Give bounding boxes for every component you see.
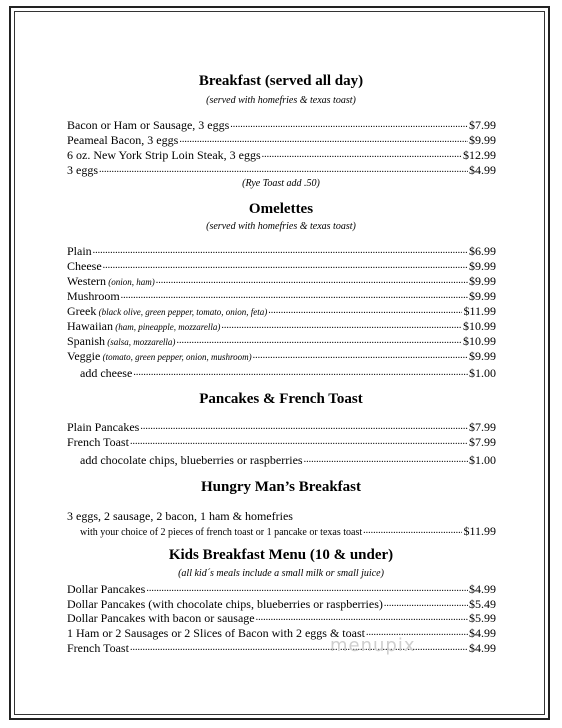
item-name: 1 Ham or 2 Sausages or 2 Slices of Bacon with 2 eggs & toast (67, 626, 365, 640)
item-name: French Toast (67, 435, 129, 449)
menu-item (80, 453, 496, 467)
item-price: $12.99 (463, 148, 496, 162)
item-price: $9.99 (469, 349, 496, 363)
dot-leader (121, 290, 468, 300)
item-price: $9.99 (469, 133, 496, 147)
item-price: $11.99 (463, 524, 496, 538)
pancakes-title: Pancakes & French Toast (199, 391, 363, 407)
item-name: Plain (67, 244, 92, 258)
menu-item (67, 597, 496, 611)
menu-item (67, 148, 496, 162)
menu-item (67, 274, 496, 289)
item-price: $5.99 (469, 611, 496, 625)
menu-item (67, 118, 496, 132)
item-price: $1.00 (469, 453, 496, 467)
breakfast-title: Breakfast (served all day) (198, 73, 364, 89)
item-name: French Toast (67, 641, 129, 655)
dot-leader (93, 245, 468, 255)
dot-leader (230, 119, 468, 129)
dot-leader (304, 454, 468, 464)
dot-leader (130, 436, 468, 446)
item-price: $10.99 (463, 334, 496, 348)
item-name: 6 oz. New York Strip Loin Steak, 3 eggs (67, 148, 261, 162)
hungry-man-description: 3 eggs, 2 sausage, 2 bacon, 1 ham & homefries (67, 509, 293, 523)
item-price: $9.99 (469, 259, 496, 273)
item-price: $7.99 (469, 420, 496, 434)
menu-item (67, 163, 496, 177)
menu-item (67, 420, 496, 434)
menu-item (67, 611, 496, 625)
dot-leader (156, 275, 468, 285)
menu-item (67, 319, 496, 334)
item-price: $5.49 (469, 597, 496, 611)
item-name: 3 eggs (67, 163, 98, 177)
menu-item (67, 435, 496, 449)
item-price: $4.99 (469, 626, 496, 640)
menu-item (67, 133, 496, 147)
omelettes-title: Omelettes (248, 201, 314, 217)
omelettes-note: (served with homefries & texas toast) (206, 221, 356, 232)
item-name: add cheese (80, 366, 133, 380)
menu-item (67, 349, 496, 364)
menu-item (67, 582, 496, 596)
dot-leader (221, 320, 462, 330)
item-name: Dollar Pancakes (67, 582, 146, 596)
menu-item (67, 304, 496, 319)
menu-item (67, 244, 496, 259)
item-name: Peameal Bacon, 3 eggs (67, 133, 179, 147)
item-price: $11.99 (463, 304, 496, 318)
dot-leader (176, 335, 462, 345)
item-name: Veggie (tomato, green pepper, onion, mushroom) (67, 349, 252, 363)
item-name: Spanish (salsa, mozzarella) (67, 334, 176, 348)
item-name: Dollar Pancakes (with chocolate chips, blueberries or raspberries) (67, 597, 383, 611)
item-name: Mushroom (67, 289, 120, 303)
item-name: Bacon or Ham or Sausage, 3 eggs (67, 118, 230, 132)
dot-leader (384, 598, 468, 608)
watermark: menupix (330, 635, 416, 656)
menu-item (67, 259, 496, 274)
dot-leader (146, 583, 468, 593)
item-name: Greek (black olive, green pepper, tomato, onion, feta) (67, 304, 268, 318)
item-price: $4.99 (469, 641, 496, 655)
kids-note: (all kid´s meals include a small milk or small juice) (178, 568, 384, 579)
item-price: $6.99 (469, 244, 496, 258)
dot-leader (133, 367, 468, 377)
kids-title: Kids Breakfast Menu (10 & under) (168, 547, 394, 563)
item-name: Hawaiian (ham, pineapple, mozzarella) (67, 319, 221, 333)
menu-item (67, 626, 496, 640)
dot-leader (253, 350, 468, 360)
item-price: $1.00 (469, 366, 496, 380)
item-price: $9.99 (469, 274, 496, 288)
item-price: $7.99 (469, 435, 496, 449)
menu-item (67, 334, 496, 349)
dot-leader (363, 525, 462, 535)
item-name: Dollar Pancakes with bacon or sausage (67, 611, 255, 625)
item-price: $7.99 (469, 118, 496, 132)
dot-leader (103, 260, 468, 270)
item-price: $4.99 (469, 582, 496, 596)
item-price: $9.99 (469, 289, 496, 303)
breakfast-note: (served with homefries & texas toast) (206, 95, 356, 106)
item-name: with your choice of 2 pieces of french toast or 1 pancake or texas toast (80, 527, 363, 538)
dot-leader (262, 149, 462, 159)
menu-item (67, 641, 496, 655)
item-name: Cheese (67, 259, 102, 273)
dot-leader (179, 134, 468, 144)
item-name: Western (onion, ham) (67, 274, 155, 288)
menu-item (80, 524, 496, 540)
menu-item (67, 289, 496, 304)
item-name: add chocolate chips, blueberries or raspberries (80, 453, 303, 467)
item-price: $10.99 (463, 319, 496, 333)
item-name: Plain Pancakes (67, 420, 140, 434)
rye-toast-note: (Rye Toast add .50) (242, 178, 320, 189)
menu-item (80, 366, 496, 381)
dot-leader (99, 164, 468, 174)
hungry-man-title: Hungry Man’s Breakfast (200, 479, 361, 495)
dot-leader (140, 421, 468, 431)
item-price: $4.99 (469, 163, 496, 177)
dot-leader (130, 642, 468, 652)
dot-leader (256, 612, 468, 622)
dot-leader (268, 305, 462, 315)
